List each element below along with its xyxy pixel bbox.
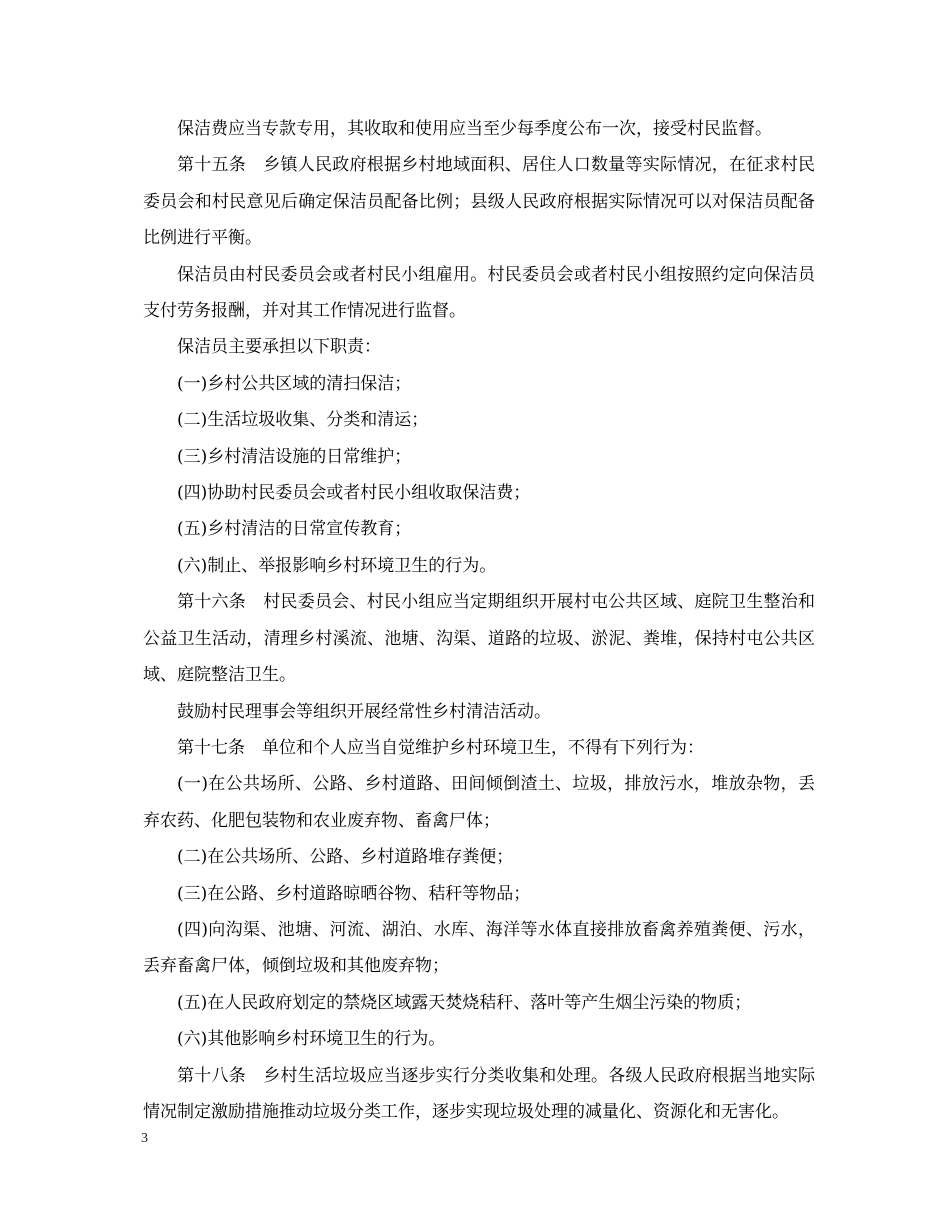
paragraph-article-17: 第十七条 单位和个人应当自觉维护乡村环境卫生，不得有下列行为： <box>177 737 704 758</box>
list-item-prohibited-3: (三)在公路、乡村道路晾晒谷物、秸秆等物品； <box>177 883 531 904</box>
paragraph-cleaner-employment: 保洁员由村民委员会或者村民小组雇用。村民委员会或者村民小组按照约定向保洁员支付劳务报酬，并对其工作情况进行监督。 <box>143 264 815 322</box>
paragraph-fee-supervision: 保洁费应当专款专用，其收取和使用应当至少每季度公布一次，接受村民监督。 <box>177 119 772 139</box>
list-item-prohibited-6: (六)其他影响乡村环境卫生的行为。 <box>177 1029 446 1050</box>
list-item-prohibited-5: (五)在人民政府划定的禁烧区域露天焚烧秸秆、落叶等产生烟尘污染的物质； <box>177 992 752 1013</box>
list-item-prohibited-4: (四)向沟渠、池塘、河流、湖泊、水库、海洋等水体直接排放畜禽养殖粪便、污水，丢弃畜禽尸体，倾倒垃圾和其他废弃物； <box>143 919 815 977</box>
paragraph-article-18: 第十八条 乡村生活垃圾应当逐步实行分类收集和处理。各级人民政府根据当地实际情况制定激励措施推动垃圾分类工作，逐步实现垃圾处理的减量化、资源化和无害化。 <box>143 1065 815 1122</box>
page-number: 3 <box>141 1131 148 1146</box>
paragraph-article-15: 第十五条 乡镇人民政府根据乡村地域面积、居住人口数量等实际情况，在征求村民委员会和村民意见后确定保洁员配备比例；县级人民政府根据实际情况可以对保洁员配备比例进行平衡。 <box>143 155 815 249</box>
list-item-prohibited-1: (一)在公共场所、公路、乡村道路、田间倾倒渣土、垃圾，排放污水，堆放杂物，丢弃农药、化肥包装物和农业废弃物、畜禽尸体； <box>143 774 815 831</box>
list-item-duty-4: (四)协助村民委员会或者村民小组收取保洁费； <box>177 483 531 504</box>
list-item-duty-3: (三)乡村清洁设施的日常维护； <box>177 446 412 467</box>
list-item-prohibited-2: (二)在公共场所、公路、乡村道路堆存粪便； <box>177 847 514 868</box>
list-item-duty-5: (五)乡村清洁的日常宣传教育； <box>177 519 412 540</box>
paragraph-article-16: 第十六条 村民委员会、村民小组应当定期组织开展村屯公共区域、庭院卫生整治和公益卫生活动，清理乡村溪流、池塘、沟渠、道路的垃圾、淤泥、粪堆，保持村屯公共区域、庭院整洁卫生。 <box>143 592 815 686</box>
list-item-duty-6: (六)制止、举报影响乡村环境卫生的行为。 <box>177 555 497 576</box>
paragraph-cleaner-duties-intro: 保洁员主要承担以下职责： <box>177 337 381 358</box>
list-item-duty-1: (一)乡村公共区域的清扫保洁； <box>177 373 412 394</box>
list-item-duty-2: (二)生活垃圾收集、分类和清运； <box>177 410 429 431</box>
document-body <box>143 111 815 1130</box>
paragraph-encourage-councils: 鼓励村民理事会等组织开展经常性乡村清洁活动。 <box>177 701 551 722</box>
